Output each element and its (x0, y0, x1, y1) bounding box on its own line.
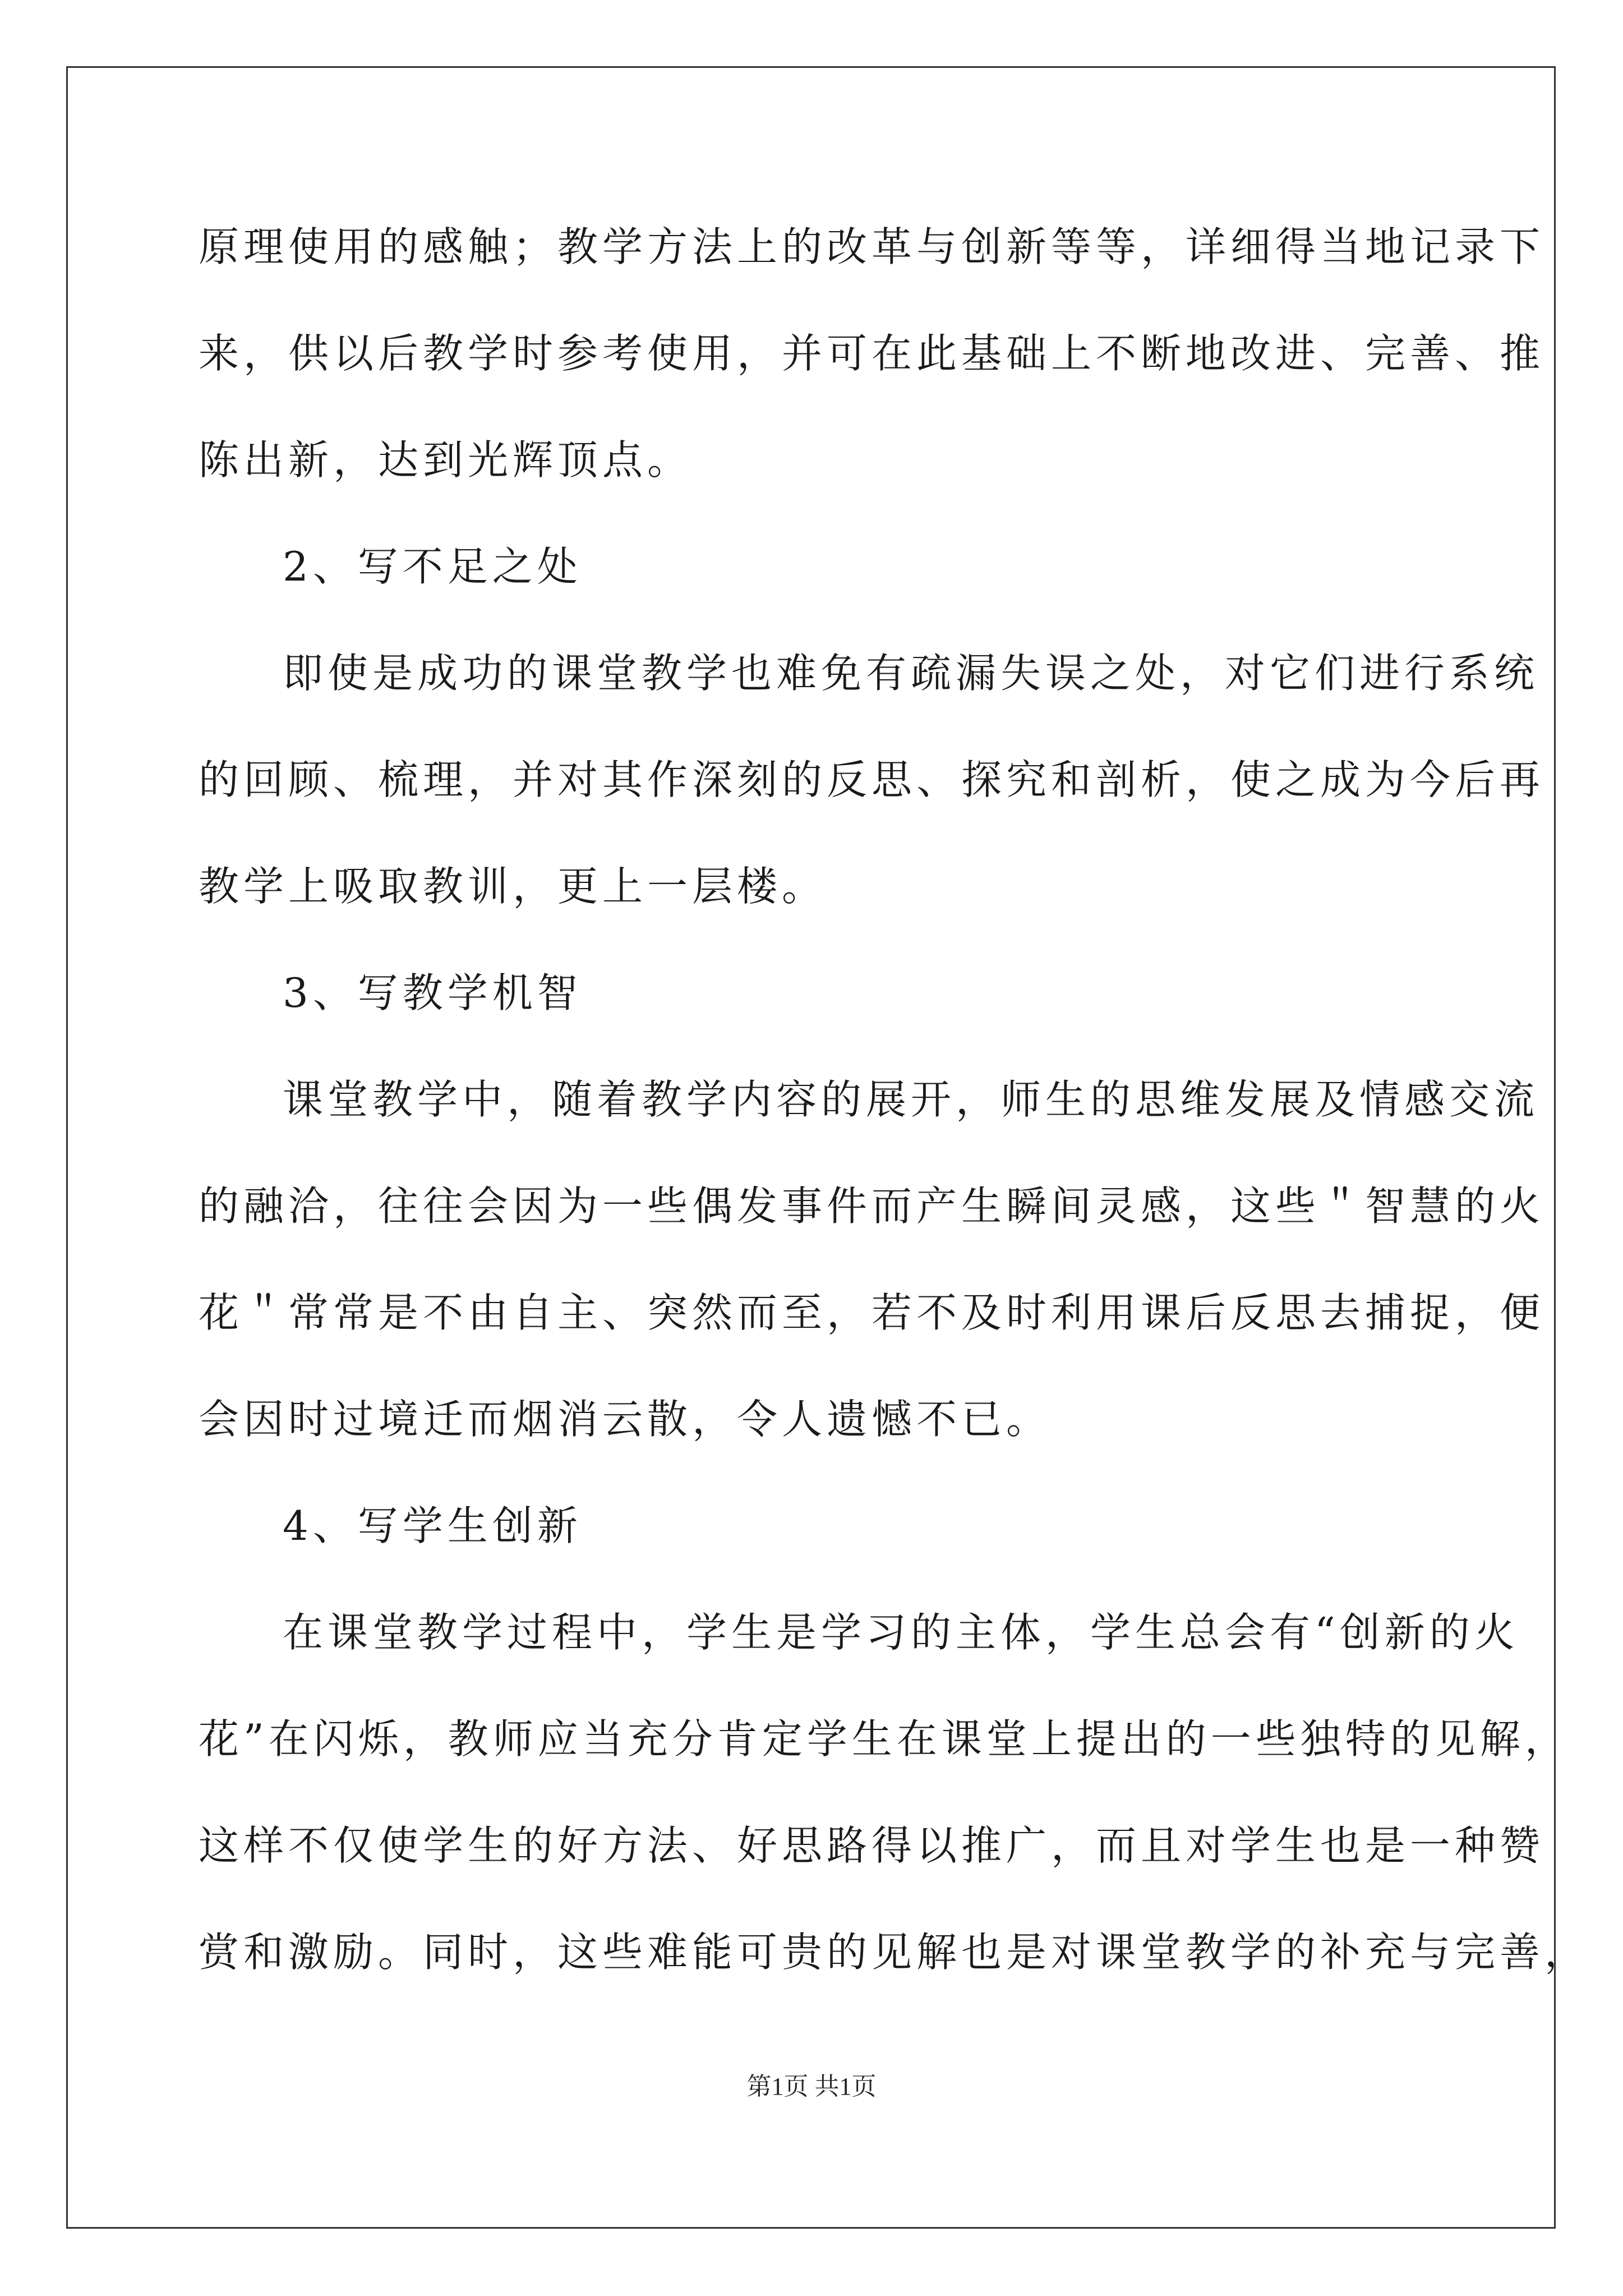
text-line: 会因时过境迁而烟消云散，令人遗憾不已。 (199, 1396, 1052, 1443)
text-line: 原理使用的感触；教学方法上的改革与创新等等，详细得当地记录下 (199, 223, 1545, 270)
text-line: 陈出新，达到光辉顶点。 (199, 436, 693, 484)
text-line: 来，供以后教学时参考使用，并可在此基础上不断地改进、完善、推 (199, 330, 1545, 377)
text-line: 教学上吸取教训，更上一层楼。 (199, 863, 827, 910)
text-line: 的回顾、梳理，并对其作深刻的反思、探究和剖析，使之成为今后再 (199, 756, 1545, 803)
text-line: 花”在闪烁，教师应当充分肯定学生在课堂上提出的一些独特的见解， (199, 1715, 1570, 1763)
page-border (66, 66, 1556, 2229)
text-line: 的融洽，往往会因为一些偶发事件而产生瞬间灵感，这些＂智慧的火 (199, 1182, 1545, 1230)
text-line: 课堂教学中，随着教学内容的展开，师生的思维发展及情感交流 (283, 1076, 1539, 1123)
text-line: 花＂常常是不由自主、突然而至，若不及时利用课后反思去捕捉，便 (199, 1289, 1545, 1336)
text-line: 即使是成功的课堂教学也难免有疏漏失误之处，对它们进行系统 (283, 650, 1539, 697)
section-heading: 4、写学生创新 (283, 1502, 582, 1549)
section-heading: 2、写不足之处 (283, 543, 582, 590)
section-heading: 3、写教学机智 (283, 969, 582, 1016)
page-number-footer: 第1页 共1页 (746, 2073, 877, 2100)
text-line: 这样不仅使学生的好方法、好思路得以推广，而且对学生也是一种赞 (199, 1822, 1545, 1869)
text-line: 赏和激励。同时，这些难能可贵的见解也是对课堂教学的补充与完善， (199, 1929, 1590, 1976)
text-line: 在课堂教学过程中，学生是学习的主体，学生总会有“创新的火 (283, 1609, 1519, 1656)
